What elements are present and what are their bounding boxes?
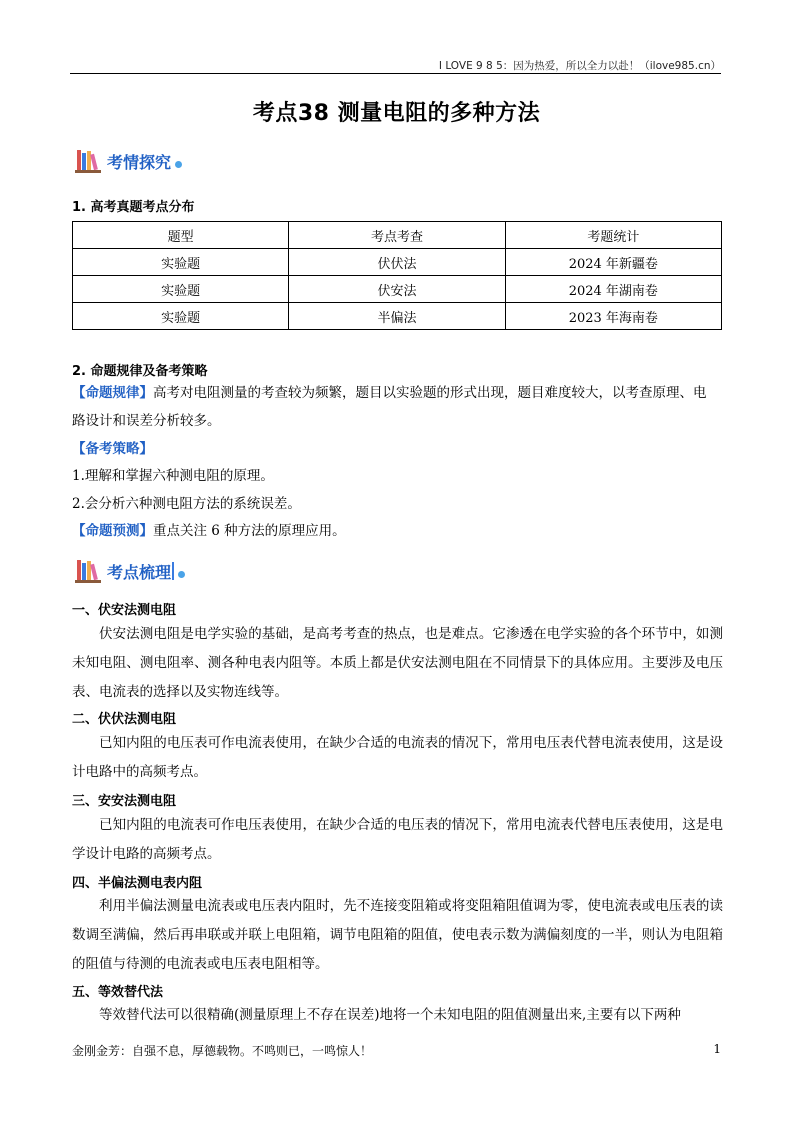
topic-body: 利用半偏法测量电流表或电压表内阻时，先不连接变阻箱或将变阻箱阻值调为零，使电流表或电压表的读数调至满偏，然后再串联或并联上电阻箱，调节电阻箱的阻值，使电表示数为满偏刻度的一半，则认为电阻箱的阻值与待测的电流表或电压表电阻相等。 [72,898,723,972]
rule-text: 高考对电阻测量的考查较为频繁，题目以实验题的形式出现，题目难度较大，以考查原理、电 [153,385,707,401]
banner-dot [175,161,182,168]
table-cell: 2024 年湖南卷 [505,276,721,303]
table-cell: 实验题 [73,249,289,276]
banner-exam-analysis [74,146,182,176]
table-row [73,276,722,303]
strategy-tag [72,439,723,459]
banner-topic-review [74,556,185,586]
header-divider [70,73,721,74]
books-icon [74,147,104,175]
table-row [73,303,722,330]
topic-heading: 五、等效替代法 [72,985,164,1000]
rule-tag: 【命题规律】 [72,385,153,401]
banner-label: 考情探究 [107,152,172,172]
books-icon [74,557,104,585]
page-number: 1 [713,1042,721,1056]
banner-label: 考点梳理 [107,562,172,582]
strategy-item-1: 1.理解和掌握六种测电阻的原理。 [72,468,274,484]
topic-heading: 一、伏安法测电阻 [72,603,177,618]
section-heading-distribution: 1. 高考真题考点分布 [72,200,195,215]
prediction-tag: 【命题预测】 [72,523,153,539]
strategy-tag-label: 【备考策略】 [72,441,153,457]
table-header-row [73,222,722,249]
topic-heading: 三、安安法测电阻 [72,794,177,809]
table-cell: 伏伏法 [289,249,505,276]
page-title: 考点38 测量电阻的多种方法 [252,101,541,126]
strategy-item-2: 2.会分析六种测电阻方法的系统误差。 [72,496,301,512]
section-heading-strategy: 2. 命题规律及备考策略 [72,364,208,379]
exam-distribution-table [72,221,722,330]
text-cursor [172,562,174,580]
footer-motto: 金刚金芳：自强不息，厚德载物。不鸣则已，一鸣惊人！ [72,1044,373,1058]
topic-heading: 四、半偏法测电表内阻 [72,876,203,891]
column-header: 考题统计 [505,222,721,249]
table-cell: 半偏法 [289,303,505,330]
table-cell: 2023 年海南卷 [505,303,721,330]
table-cell: 实验题 [73,276,289,303]
rule-paragraph-continued: 路设计和误差分析较多。 [72,413,221,429]
table-cell: 伏安法 [289,276,505,303]
topic-body: 等效替代法可以很精确(测量原理上不存在误差)地将一个未知电阻的阻值测量出来,主要有以下两种 [99,1007,681,1023]
column-header: 考点考查 [289,222,505,249]
column-header: 题型 [73,222,289,249]
table-cell: 2024 年新疆卷 [505,249,721,276]
topic-body: 伏安法测电阻是电学实验的基础，是高考考查的热点，也是难点。它渗透在电学实验的各个环节中，如测未知电阻、测电阻率、测各种电表内阻等。本质上都是伏安法测电阻在不同情景下的具体应用。主要涉及电压表、电流表的选择以及实物连线等。 [72,626,723,700]
topic-body: 已知内阻的电压表可作电流表使用，在缺少合适的电流表的情况下，常用电压表代替电流表使用，这是设计电路中的高频考点。 [72,735,723,780]
table-row [73,249,722,276]
table-cell: 实验题 [73,303,289,330]
topic-body: 已知内阻的电流表可作电压表使用，在缺少合适的电压表的情况下，常用电流表代替电压表使用，这是电学设计电路的高频考点。 [72,817,723,862]
header-text: I LOVE 9 8 5：因为热爱，所以全力以赴！（ilove985.cn） [438,60,721,72]
prediction-paragraph [72,521,723,541]
rule-paragraph [72,383,723,403]
prediction-text: 重点关注 6 种方法的原理应用。 [153,523,346,539]
topic-heading: 二、伏伏法测电阻 [72,712,177,727]
banner-dot [178,571,185,578]
